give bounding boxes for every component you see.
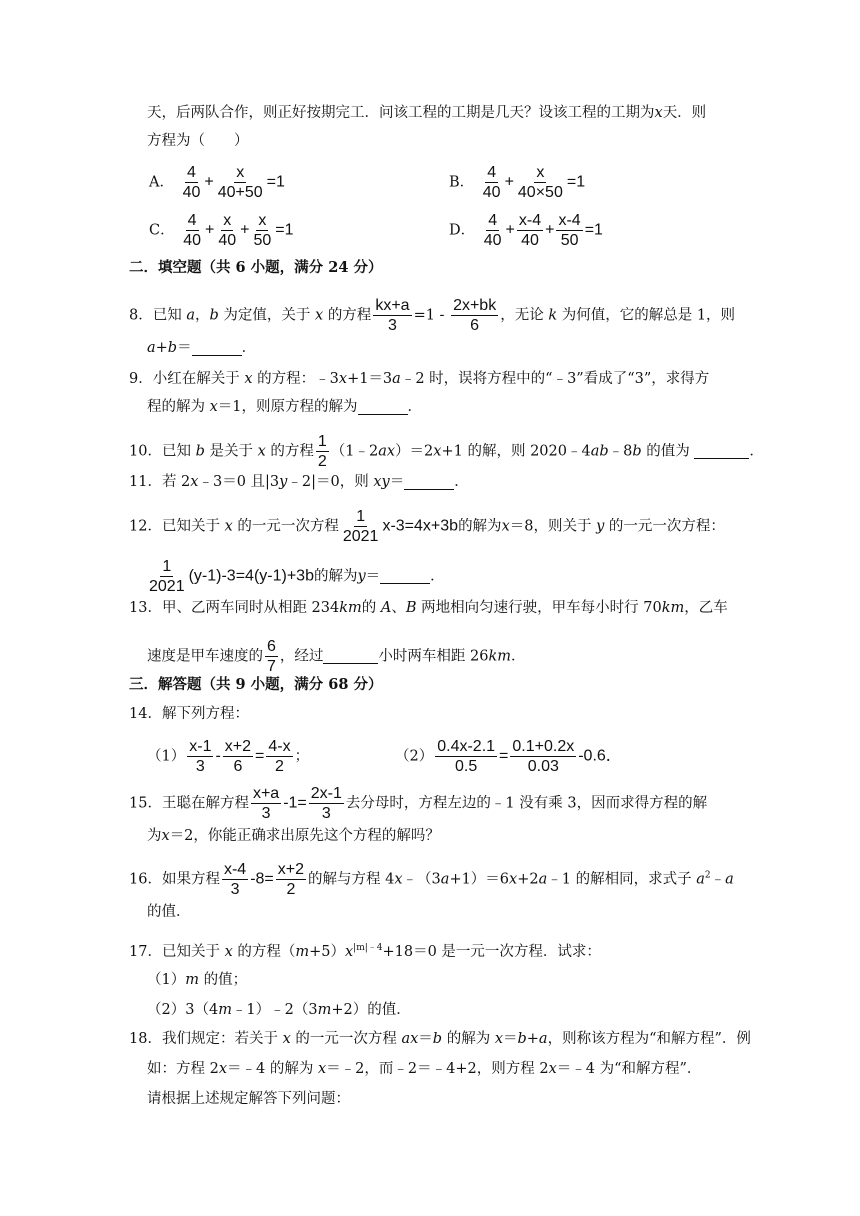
answer-blank[interactable] <box>192 341 242 356</box>
variable: y <box>279 474 288 490</box>
text: ＝8，则关于 <box>509 518 592 535</box>
text: ＝ <box>418 1031 433 1047</box>
numerator: 1 <box>317 433 327 450</box>
section-heading-fill-blank <box>129 258 382 278</box>
variable: ax <box>378 443 396 460</box>
denominator: 6 <box>233 758 243 775</box>
denominator: 40 <box>482 184 501 201</box>
denominator: 2021 <box>342 528 379 545</box>
text: ＝1，则原方程的解为 <box>217 399 358 415</box>
variable: b <box>632 443 642 460</box>
variable: x <box>315 307 324 324</box>
question-18 <box>129 1029 751 1049</box>
question-number: 8． <box>129 307 153 324</box>
numerator: x+2 <box>277 861 305 878</box>
variable: x <box>317 1061 327 1077</box>
text: 的方程（ <box>237 943 296 960</box>
numerator: 1 <box>356 508 366 525</box>
text: 是关于 <box>209 443 253 460</box>
text: ＝ <box>177 340 192 356</box>
text: 已知 <box>152 307 182 324</box>
heading-text: 二．填空题（共 6 小题，满分 24 分） <box>129 259 383 276</box>
text: ，乙车 <box>684 600 728 616</box>
denominator: 50 <box>560 232 579 249</box>
denominator: 40×50 <box>517 184 563 201</box>
text: 的方程 <box>327 307 372 324</box>
text: +1 的解，则 2020﹣4 <box>441 443 591 460</box>
numerator: kx+a <box>375 297 410 314</box>
text: 天，后两队合作，则正好按期完工．问该工程的工期是几天？设该工程的工期为 <box>147 105 655 121</box>
denominator: 40 <box>521 232 539 249</box>
question-number: 11． <box>129 474 162 490</box>
variable: a <box>440 871 450 888</box>
denominator: 3 <box>261 805 271 822</box>
numerator: x <box>536 164 545 181</box>
text: 甲、乙两车同时从相距 234 <box>161 600 340 616</box>
denominator: 40 <box>182 184 201 201</box>
operator: + <box>505 221 515 239</box>
text: ． <box>241 340 257 356</box>
variable: x <box>344 943 354 960</box>
text: 为定值，关于 <box>223 307 311 324</box>
option-label: C． <box>149 222 175 239</box>
text: 的值． <box>147 904 191 920</box>
question-12 <box>129 507 725 546</box>
numerator: 4 <box>187 164 196 181</box>
heading-text: 三．解答题（共 9 小题，满分 68 分） <box>129 676 383 693</box>
variable: x <box>224 943 233 960</box>
text: 的值为 <box>646 443 690 460</box>
question-17-part-2 <box>147 1000 411 1020</box>
expression: a+b <box>147 340 178 356</box>
numerator: 0.1+0.2x <box>512 738 575 755</box>
text: ， <box>195 307 210 324</box>
text: 已知 <box>161 443 191 460</box>
question-15-line-2 <box>147 826 440 846</box>
fraction <box>266 737 292 776</box>
denominator: 2 <box>286 881 296 898</box>
unit: km <box>339 600 362 616</box>
fraction <box>510 737 576 776</box>
variable: x <box>548 1061 557 1077</box>
numerator: 4 <box>487 164 497 181</box>
variable: b+a <box>517 1031 548 1047</box>
section-heading-solve <box>129 675 382 695</box>
operator: = <box>499 747 509 765</box>
denominator: 3 <box>321 805 331 822</box>
denominator: 2 <box>317 453 327 470</box>
fraction <box>373 296 411 335</box>
unit: km <box>661 600 685 616</box>
variable: m <box>295 943 310 960</box>
operator: + <box>240 221 250 239</box>
question-number: 14． <box>129 706 162 722</box>
variable: a <box>538 871 548 888</box>
variable: a <box>186 307 195 324</box>
numerator: 4 <box>187 212 197 229</box>
variable: a <box>725 871 734 888</box>
text: ﹣2|＝0，则 <box>287 474 369 490</box>
numerator: 4 <box>488 212 498 229</box>
text: +5） <box>309 943 345 960</box>
question-15 <box>129 784 707 823</box>
text: ． <box>430 568 445 585</box>
text: 已知关于 <box>161 943 220 960</box>
answer-blank[interactable] <box>380 569 430 584</box>
numerator: x <box>236 164 245 181</box>
numerator: 0.4x-2.1 <box>437 738 496 755</box>
variable: A <box>380 600 392 616</box>
rhs: =1 <box>566 173 586 191</box>
variable: x <box>509 871 518 888</box>
text: 的一元一次方程： <box>608 518 725 535</box>
text: 小时两车相距 26 <box>378 648 489 665</box>
text: ． <box>749 443 764 460</box>
variable: xy <box>373 474 390 490</box>
question-8-line-2 <box>147 338 256 358</box>
variable: ax <box>401 1031 419 1047</box>
question-16 <box>129 860 734 899</box>
question-number: 18． <box>129 1031 162 1047</box>
exponent: |m|﹣4 <box>353 943 383 953</box>
answer-blank[interactable] <box>358 400 408 415</box>
question-number: 12． <box>129 518 162 535</box>
text: +1）＝6 <box>449 871 510 888</box>
numerator: x <box>223 212 232 229</box>
equation: x-3=4x+3b <box>382 517 459 535</box>
intro-line-1 <box>147 103 706 123</box>
text: 的解为 <box>313 568 358 585</box>
operator: + <box>205 221 215 239</box>
text: 请根据上述规定解答下列问题： <box>147 1091 350 1107</box>
text: 为何值，它的解总是 1，则 <box>561 307 736 324</box>
fraction <box>181 163 203 202</box>
question-14-part-2 <box>395 737 622 776</box>
fraction <box>147 557 187 596</box>
fraction <box>517 211 543 250</box>
text: ，经过 <box>279 648 324 665</box>
variable: b <box>209 307 219 324</box>
numerator: 4-x <box>268 738 291 755</box>
question-12-line-2 <box>145 557 445 596</box>
text: ）＝2 <box>395 443 434 460</box>
variable: a <box>392 371 401 387</box>
numerator: 1 <box>162 558 172 575</box>
text: +18＝0 是一元一次方程．试求： <box>382 943 601 960</box>
variable: ab <box>590 443 609 460</box>
text: ﹣1）﹣2（3 <box>231 1002 318 1018</box>
question-number: 9． <box>129 371 153 387</box>
question-18-line-2 <box>147 1059 701 1079</box>
question-17 <box>129 938 601 962</box>
question-17-part-1 <box>147 970 247 990</box>
part-label: （2） <box>395 748 434 765</box>
numerator: x+2 <box>224 738 252 755</box>
text: 的一元一次方程 <box>237 518 339 535</box>
text: 若 2 <box>161 474 191 490</box>
fraction <box>181 211 203 250</box>
variable: x <box>338 371 348 387</box>
text: 的解为 <box>458 518 502 535</box>
variable: x <box>161 828 170 844</box>
fraction <box>516 163 565 202</box>
rhs: =1 <box>266 173 285 191</box>
question-number: 10． <box>129 443 162 460</box>
text: 的解与方程 4 <box>308 871 395 888</box>
text: ，无论 <box>500 307 544 324</box>
question-13-line-2 <box>147 637 526 676</box>
question-number: 16． <box>129 871 162 888</box>
text: ． <box>407 399 423 415</box>
text: 王聪在解方程 <box>161 795 249 812</box>
denominator: 7 <box>267 658 276 675</box>
variable: b <box>432 1031 443 1047</box>
fraction <box>316 432 329 471</box>
operator: - <box>215 747 221 765</box>
denominator: 50 <box>253 232 272 249</box>
text: ﹣1 的解相同，求式子 <box>547 871 692 888</box>
denominator: 2 <box>275 758 284 775</box>
variable: m <box>317 1002 332 1018</box>
option-label: A． <box>149 174 174 191</box>
fraction <box>252 211 274 250</box>
text: 天．则 <box>662 105 707 121</box>
text: ． <box>454 474 469 490</box>
text: 的解为 <box>446 1031 491 1047</box>
question-13 <box>129 598 728 618</box>
text: 如果方程 <box>161 871 220 888</box>
fraction <box>216 163 265 202</box>
text: （1﹣2 <box>330 443 379 460</box>
fraction <box>222 860 248 899</box>
denominator: 0.5 <box>455 758 478 775</box>
variable: y <box>596 518 605 535</box>
text: 去分母时，方程左边的﹣1 没有乘 3，因而求得方程的解 <box>345 795 708 812</box>
text: ＝﹣4 的解为 <box>227 1061 314 1077</box>
rhs: =1 <box>275 221 294 239</box>
text: =1 - <box>413 307 445 324</box>
question-11 <box>129 472 469 492</box>
operator: -1= <box>283 794 307 812</box>
variable: x <box>282 1031 291 1047</box>
denominator: 40 <box>483 232 502 249</box>
fraction <box>223 737 253 776</box>
fraction <box>216 211 238 250</box>
numerator: 2x-1 <box>310 785 342 802</box>
denominator: 6 <box>470 317 480 334</box>
text: ； <box>294 748 310 765</box>
text: ＝2，你能正确求出原先这个方程的解吗？ <box>169 828 440 844</box>
operator: + <box>545 221 555 239</box>
text: 小红在解关于 <box>152 371 240 387</box>
text: ＝ <box>365 568 381 585</box>
question-number: 17． <box>129 943 162 960</box>
variable: m <box>185 972 199 988</box>
option-a <box>149 163 285 202</box>
variable: x <box>209 399 218 415</box>
variable: x <box>244 371 253 387</box>
fraction <box>556 211 582 250</box>
text: 速度是甲车速度的 <box>147 648 263 665</box>
denominator: 0.03 <box>527 758 559 775</box>
text: +1＝3 <box>347 371 393 387</box>
question-8 <box>129 296 735 335</box>
variable: x <box>257 443 266 460</box>
variable: y <box>357 568 366 585</box>
text: ． <box>511 648 526 665</box>
variable: x <box>190 474 199 490</box>
answer-blank[interactable] <box>404 475 454 490</box>
variable: x <box>494 1031 503 1047</box>
text: 的一元一次方程 <box>295 1031 397 1047</box>
option-c <box>149 211 294 250</box>
denominator: 3 <box>195 758 205 775</box>
fraction <box>251 784 281 823</box>
fraction <box>265 637 278 676</box>
text: ﹣（3 <box>402 871 441 888</box>
text: 解下列方程： <box>161 706 249 722</box>
fraction <box>309 784 344 823</box>
fraction <box>482 211 504 250</box>
text: 方程为（ ） <box>147 133 249 149</box>
variable: x <box>218 1061 228 1077</box>
text: ﹣3＝0 且|3 <box>198 474 280 490</box>
part-label: （1） <box>147 972 186 988</box>
text: ，则称该方程为“和解方程”．例 <box>547 1031 751 1047</box>
numerator: x+a <box>252 785 280 802</box>
text: ＝﹣2，而﹣2＝﹣4+2，则方程 2 <box>326 1061 549 1077</box>
denominator: 2021 <box>149 578 185 595</box>
text: 的方程 <box>270 443 314 460</box>
part-label: （1） <box>147 748 186 765</box>
text: ﹣2 时，误将方程中的“﹣3”看成了“3”，求得方 <box>400 371 710 387</box>
fraction <box>435 737 497 776</box>
intro-line-2 <box>147 131 249 151</box>
variable: m <box>218 1002 232 1018</box>
rhs: =1 <box>584 221 603 239</box>
question-14-part-1 <box>147 737 309 776</box>
denominator: 40+50 <box>217 184 263 201</box>
operator: + <box>504 173 514 191</box>
text: +2）的值． <box>331 1002 411 1018</box>
variable: x <box>394 871 403 888</box>
text: 两地相向匀速行驶，甲车每小时行 70 <box>421 600 662 616</box>
numerator: x-1 <box>189 738 212 755</box>
operator: + <box>204 173 214 191</box>
fraction <box>341 507 381 546</box>
question-number: 13． <box>129 600 162 616</box>
answer-blank[interactable] <box>694 444 749 459</box>
unit: km <box>488 648 512 665</box>
numerator: x <box>258 212 267 229</box>
fraction <box>451 296 498 335</box>
variable: x <box>501 518 510 535</box>
text: 如：方程 2 <box>147 1061 219 1077</box>
numerator: 6 <box>267 638 276 655</box>
denominator: 3 <box>230 881 240 898</box>
text: 为 <box>147 828 162 844</box>
question-10 <box>129 432 764 471</box>
variable: x <box>224 518 233 535</box>
variable: a <box>696 871 705 888</box>
variable: B <box>405 600 417 616</box>
question-9 <box>129 369 709 389</box>
text: 的值； <box>203 972 248 988</box>
option-d <box>449 211 603 250</box>
text: ﹣ <box>710 871 726 888</box>
variable: x <box>654 105 663 121</box>
question-16-line-2 <box>147 902 191 922</box>
operator: -8= <box>250 870 274 888</box>
option-label: B． <box>449 174 475 191</box>
fraction <box>187 737 213 776</box>
text: 程的解为 <box>147 399 205 415</box>
denominator: 40 <box>218 232 237 249</box>
fraction <box>276 860 306 899</box>
text: +2 <box>517 871 539 888</box>
denominator: 3 <box>387 317 397 334</box>
option-b <box>449 163 585 202</box>
numerator: x-4 <box>518 212 542 229</box>
text: 已知关于 <box>161 518 220 535</box>
question-14 <box>129 704 249 724</box>
denominator: 40 <box>183 232 202 249</box>
numerator: 2x+bk <box>453 297 497 314</box>
equation: (y-1)-3=4(y-1)+3b <box>188 567 314 585</box>
option-label: D． <box>449 222 476 239</box>
answer-blank[interactable] <box>323 649 378 664</box>
question-9-line-2 <box>147 397 422 417</box>
question-18-line-3 <box>147 1089 350 1109</box>
exponent: 2 <box>704 870 711 881</box>
text: 的方程： <box>257 371 316 387</box>
operator: = <box>255 747 265 765</box>
variable: b <box>195 443 205 460</box>
text: 我们规定：若关于 <box>161 1031 278 1047</box>
numerator: x-4 <box>223 861 247 878</box>
numerator: x-4 <box>558 212 581 229</box>
text: -0.6． <box>578 747 622 765</box>
text: ﹣8 <box>608 443 633 460</box>
text: ＝ <box>389 474 405 490</box>
text: ＝ <box>503 1031 518 1047</box>
text: （2）3（4 <box>147 1002 219 1018</box>
text: ＝﹣4 为“和解方程”． <box>556 1061 702 1077</box>
text: 的 <box>361 600 377 616</box>
variable: x <box>433 443 442 460</box>
text: ﹣3 <box>315 371 339 387</box>
text: 、 <box>391 600 406 616</box>
variable: k <box>548 307 558 324</box>
question-number: 15． <box>129 795 162 812</box>
fraction <box>481 163 503 202</box>
